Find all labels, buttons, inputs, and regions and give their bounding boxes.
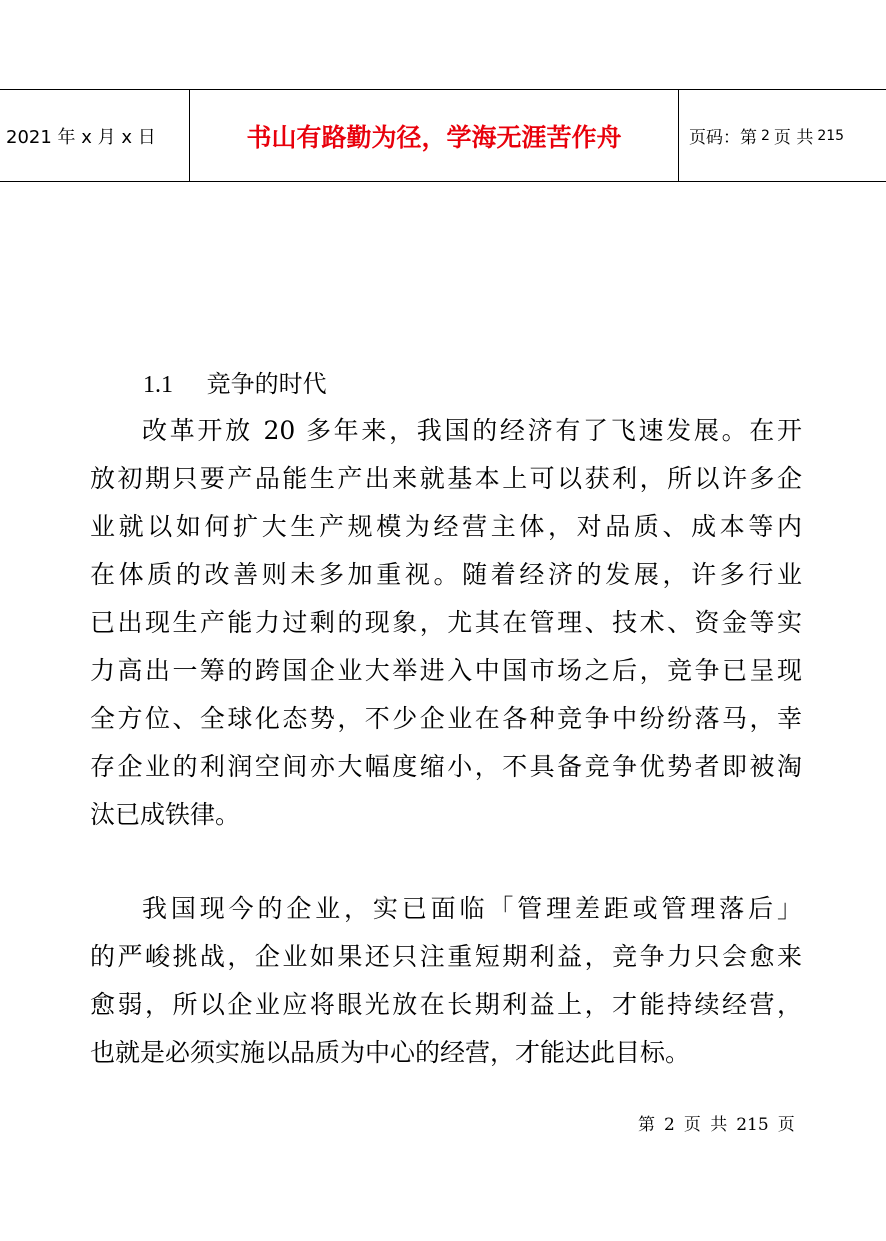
header-page-total: 215 — [817, 127, 845, 144]
paragraph-line: 的严峻挑战，企业如果还只注重短期利益，竞争力只会愈来 — [90, 942, 802, 971]
paragraph-line: 业就以如何扩大生产规模为经营主体，对品质、成本等内 — [90, 512, 802, 541]
paragraph-line: 愈弱，所以企业应将眼光放在长期利益上，才能持续经营， — [90, 990, 802, 1019]
paragraph-line: 汰已成铁律。 — [90, 800, 241, 829]
body-paragraph-2 — [90, 885, 802, 1077]
paragraph-line: 也就是必须实施以品质为中心的经营，才能达此目标。 — [90, 1038, 691, 1067]
footer-label-ye: 页 — [777, 1115, 795, 1135]
section-title: 竞争的时代 — [206, 370, 327, 398]
header-page-mid: 页 共 — [773, 128, 814, 148]
footer-label-ye-gong: 页 共 — [683, 1115, 728, 1135]
paragraph-line: 在体质的改善则未多加重视。随着经济的发展，许多行业 — [90, 560, 802, 589]
page-footer — [638, 1113, 804, 1137]
body-paragraph-1 — [90, 407, 802, 839]
header-motto: 书山有路勤为径，学海无涯苦作舟 — [190, 90, 679, 181]
paragraph-line: 已出现生产能力过剩的现象，尤其在管理、技术、资金等实 — [90, 608, 802, 637]
header-page-prefix: 页码：第 — [689, 128, 757, 148]
section-number: 1.1 — [143, 372, 173, 398]
footer-page-total: 215 — [736, 1115, 769, 1135]
footer-page-number: 2 — [664, 1115, 675, 1135]
header-date: 2021 年 x 月 x 日 — [0, 90, 190, 181]
header-page-info — [679, 90, 886, 181]
paragraph-line: 全方位、全球化态势，不少企业在各种竞争中纷纷落马，幸 — [90, 704, 802, 733]
section-heading — [143, 364, 327, 405]
paragraph-line: 存企业的利润空间亦大幅度缩小，不具备竞争优势者即被淘 — [90, 752, 802, 781]
paragraph-line: 改革开放 20 多年来，我国的经济有了飞速发展。在开 — [142, 416, 802, 445]
paragraph-line: 力高出一筹的跨国企业大举进入中国市场之后，竞争已呈现 — [90, 656, 802, 685]
paragraph-line: 放初期只要产品能生产出来就基本上可以获利，所以许多企 — [90, 464, 802, 493]
footer-label-di: 第 — [638, 1115, 655, 1135]
paragraph-line: 我国现今的企业，实已面临「管理差距或管理落后」 — [142, 894, 802, 923]
header-page-number: 2 — [761, 127, 770, 144]
page-header — [0, 89, 886, 182]
